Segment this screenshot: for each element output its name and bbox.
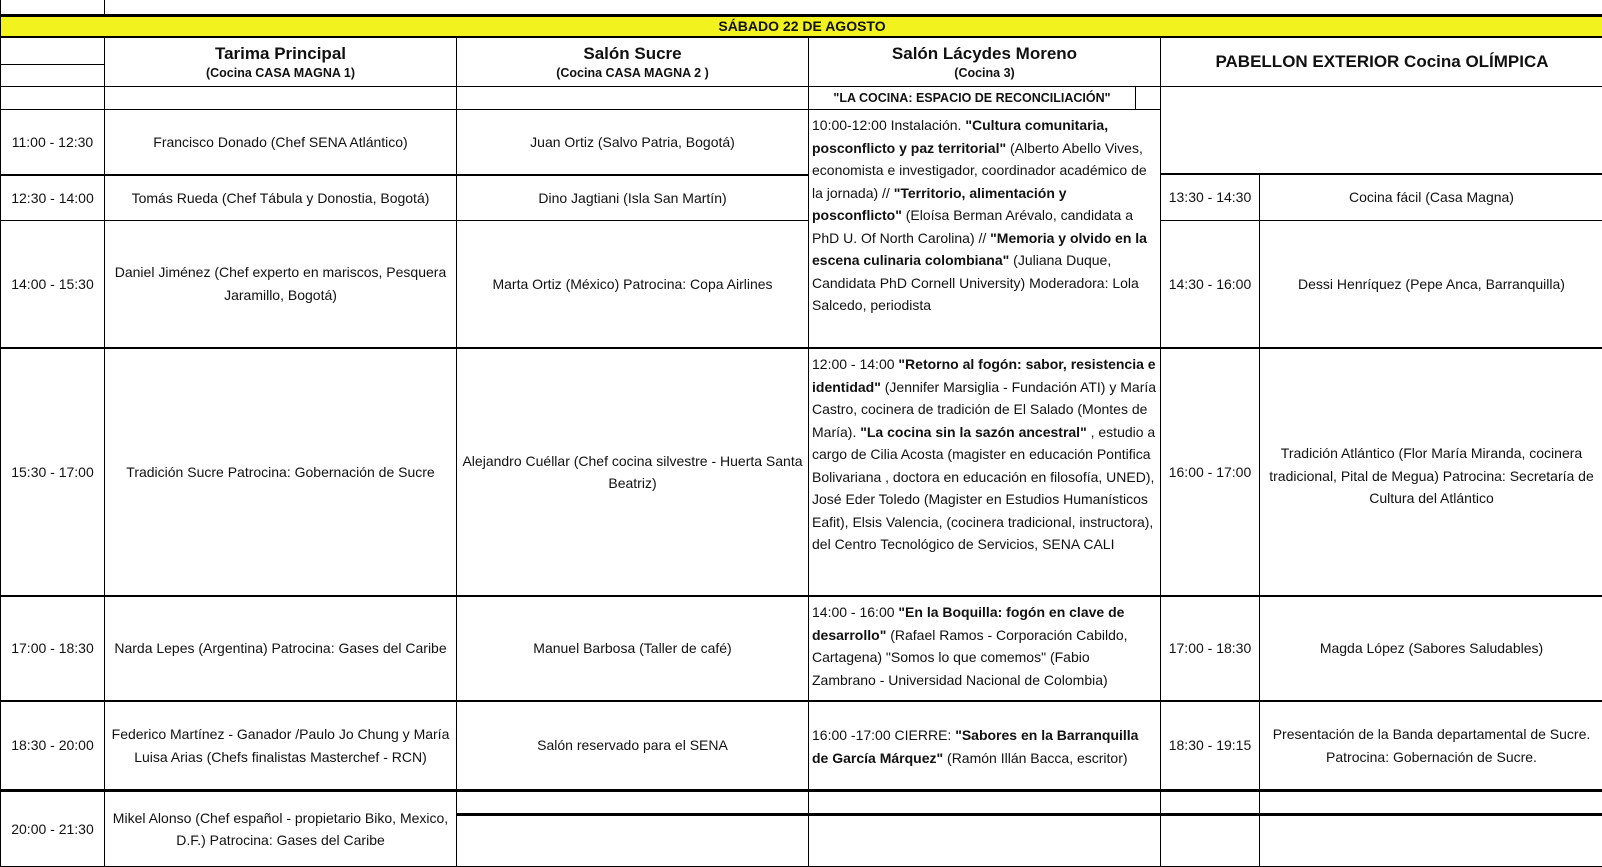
sucre-empty [456,813,809,867]
lacydes-theme: "LA COCINA: ESPACIO DE RECONCILIACIÓN" [808,86,1136,110]
pabellon-event: Presentación de la Banda departamental de Sucre. Patrocina: Gobernación de Sucre. [1259,700,1602,790]
theme-row-time [0,86,105,110]
top-strip-right [104,0,1602,15]
lacydes-block-text: 16:00 -17:00 CIERRE: "Sabores en la Barranquilla de García Márquez" (Ramón Illán Bacca, escritor) [812,727,1139,766]
header-time-top [0,37,105,65]
header-tarima-title: Tarima Principal [214,44,346,63]
time-slot: 20:00 - 21:30 [0,789,105,867]
sucre-event: Juan Ortiz (Salvo Patria, Bogotá) [456,109,809,175]
header-pabellon [1160,37,1602,87]
header-sucre [456,37,809,87]
header-tarima [104,37,457,87]
header-pabellon-title: PABELLON EXTERIOR Cocina OLÍMPICA [1215,52,1549,71]
date-banner: SÁBADO 22 DE AGOSTO [0,14,1602,38]
tarima-event: Federico Martínez - Ganador /Paulo Jo Chung y María Luisa Arias (Chefs finalistas Masterchef - RCN) [104,700,457,790]
time-slot: 12:30 - 14:00 [0,174,105,221]
pabellon-event: Dessi Henríquez (Pepe Anca, Barranquilla) [1259,220,1602,348]
time-slot: 14:00 - 15:30 [0,220,105,348]
time-slot: 15:30 - 17:00 [0,347,105,596]
header-time-bottom [0,64,105,87]
pabellon-event: Tradición Atlántico (Flor María Miranda, cocinera tradicional, Pital de Megua) Patrocina: Secretaría de Cultura del Atlántico [1259,347,1602,596]
sucre-event: Marta Ortiz (México) Patrocina: Copa Airlines [456,220,809,348]
lacydes-block [808,595,1161,701]
tarima-event: Tradición Sucre Patrocina: Gobernación de Sucre [104,347,457,596]
theme-row-tarima [104,86,457,110]
header-lacydes-title: Salón Lácydes Moreno [891,44,1078,63]
theme-row-sucre [456,86,809,110]
lacydes-block [808,700,1161,790]
header-lacydes [808,37,1161,87]
sucre-event: Manuel Barbosa (Taller de café) [456,595,809,701]
sucre-event: Alejandro Cuéllar (Chef cocina silvestre - Huerta Santa Beatriz) [456,347,809,596]
time-slot: 18:30 - 20:00 [0,700,105,790]
tarima-event: Daniel Jiménez (Chef experto en mariscos, Pesquera Jaramillo, Bogotá) [104,220,457,348]
header-sucre-title: Salón Sucre [583,44,682,63]
pabellon-time: 17:00 - 18:30 [1160,595,1260,701]
header-tarima-sub: (Cocina CASA MAGNA 1) [205,66,356,80]
header-lacydes-sub: (Cocina 3) [954,66,1015,80]
lacydes-empty [808,789,1161,814]
lacydes-block [808,347,1161,596]
tarima-event: Narda Lepes (Argentina) Patrocina: Gases del Caribe [104,595,457,701]
top-strip-left [0,0,105,15]
lacydes-block-text: 14:00 - 16:00 "En la Boquilla: fogón en clave de desarrollo" (Rafael Ramos - Corporación Cabildo, Cartagena) "Somos lo que comemos" (Fabio Zambrano - Universidad Nacional de Colombia) [812,604,1128,688]
header-sucre-sub: (Cocina CASA MAGNA 2 ) [556,66,709,80]
pabellon-empty [1160,789,1260,814]
sucre-event: Dino Jagtiani (Isla San Martín) [456,174,809,221]
pabellon-time: 18:30 - 19:15 [1160,700,1260,790]
sucre-event: Salón reservado para el SENA [456,700,809,790]
pabellon-time: 14:30 - 16:00 [1160,220,1260,348]
time-slot: 11:00 - 12:30 [0,109,105,175]
tarima-event: Tomás Rueda (Chef Tábula y Donostia, Bogotá) [104,174,457,221]
time-slot: 17:00 - 18:30 [0,595,105,701]
lacydes-empty [808,813,1161,867]
pabellon-event: Cocina fácil (Casa Magna) [1259,174,1602,221]
lacydes-block-text: 10:00-12:00 Instalación. "Cultura comunitaria, posconflicto y paz territorial" (Alberto Abello Vives, economista e investigador, coordinador académico de la jornada) // "Territorio, alimentación y posconflicto" (Eloísa Berman Arévalo, candidata a PhD U. Of North Carolina) // "Memoria y olvido en la escena culinaria colombiana" (Juliana Duque, Candidata PhD Cornell University) Moderadora: Lola Salcedo, periodista [812,117,1147,313]
pabellon-empty [1160,86,1602,175]
pabellon-empty [1160,813,1260,867]
pabellon-empty [1259,789,1602,814]
sucre-empty [456,789,809,814]
lacydes-block [808,109,1161,348]
pabellon-event: Magda López (Sabores Saludables) [1259,595,1602,701]
pabellon-time: 16:00 - 17:00 [1160,347,1260,596]
tarima-event: Mikel Alonso (Chef español - propietario Biko, Mexico, D.F.) Patrocina: Gases del Caribe [104,789,457,867]
tarima-event: Francisco Donado (Chef SENA Atlántico) [104,109,457,175]
pabellon-empty [1259,813,1602,867]
lacydes-block-text: 12:00 - 14:00 "Retorno al fogón: sabor, resistencia e identidad" (Jennifer Marsiglia - Fundación ATI) y María Castro, cocinera de tradición de El Salado (Montes de María). "La cocina sin la sazón ancestral" , estudio a cargo de Cilia Acosta (magister en educación Pontifica Bolivariana , doctora en educación en filosofía, UNED), José Eder Toledo (Magister en Estudios Humanísticos Eafit), Elsis Valencia, (cocinera tradicional, instructora), del Centro Tecnológico de Servicios, SENA CALI [812,356,1157,552]
pabellon-time: 13:30 - 14:30 [1160,174,1260,221]
